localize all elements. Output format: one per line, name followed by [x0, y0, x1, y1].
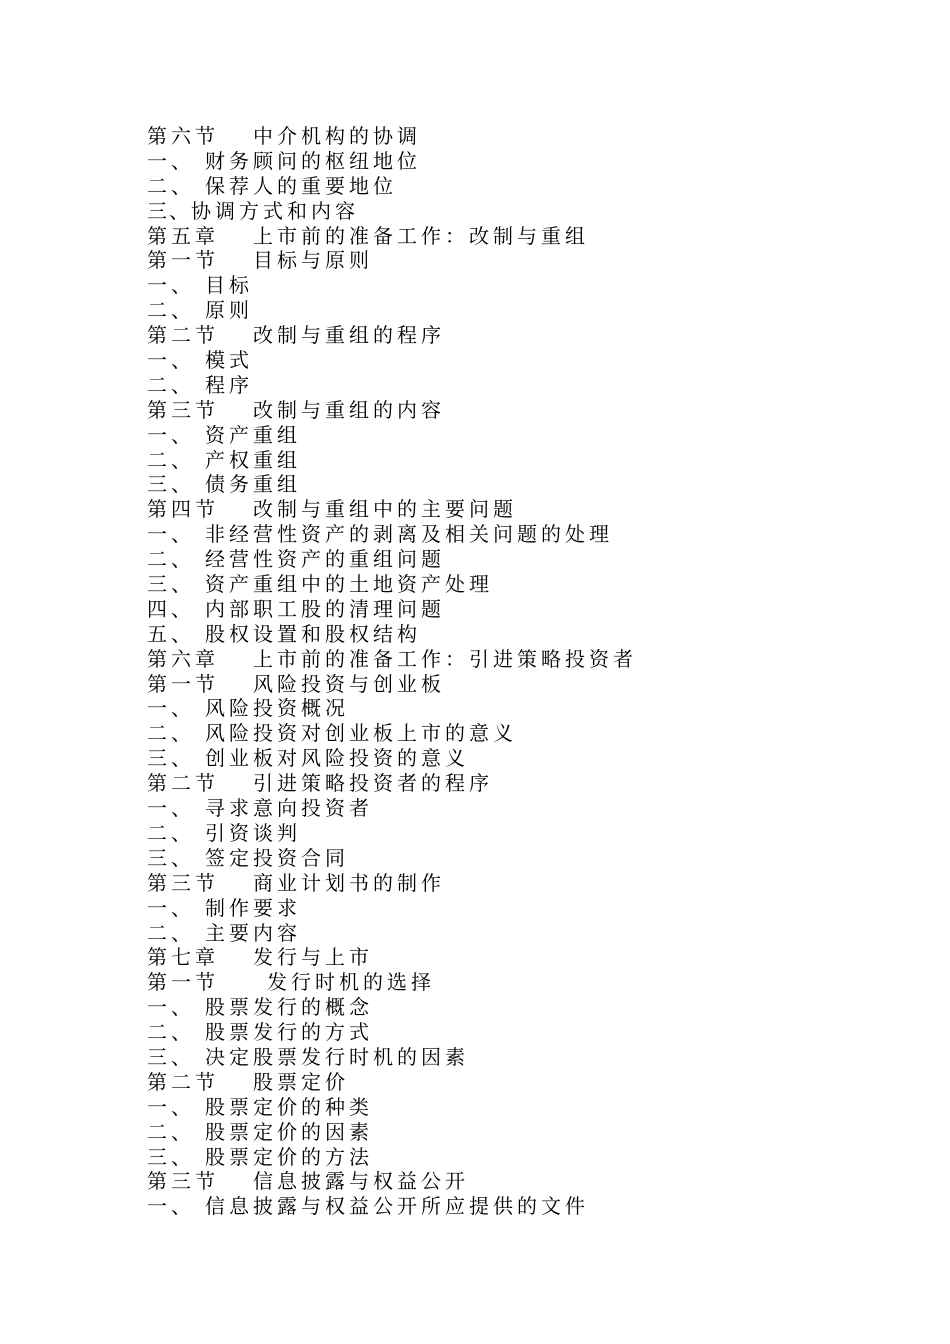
- toc-text: 经营性资产的重组问题: [205, 547, 445, 572]
- toc-number: 一、: [147, 348, 195, 373]
- toc-text: 引进策略投资者的程序: [253, 771, 493, 796]
- toc-number: 第三节: [147, 397, 219, 422]
- toc-text: 中介机构的协调: [253, 124, 421, 148]
- toc-number: 三、: [147, 1044, 195, 1069]
- toc-item: [147, 721, 637, 746]
- section-heading: [147, 1070, 637, 1095]
- toc-text: 协调方式和内容: [191, 198, 359, 223]
- section-heading: [147, 124, 637, 149]
- toc-text: 程序: [205, 372, 253, 397]
- toc-number: 一、: [147, 522, 195, 547]
- section-heading: [147, 871, 637, 896]
- toc-item: [147, 348, 637, 373]
- section-heading: [147, 1169, 637, 1194]
- toc-text: 股票定价的方法: [205, 1144, 373, 1169]
- toc-number: 三、: [147, 1144, 195, 1169]
- chapter-heading: [147, 647, 637, 672]
- toc-number: 第三节: [147, 870, 219, 895]
- toc-number: 三、: [147, 845, 195, 870]
- toc-text: 商业计划书的制作: [253, 870, 445, 895]
- toc-text: 产权重组: [205, 447, 301, 472]
- toc-text: 目标: [205, 273, 253, 298]
- toc-number: 第二节: [147, 323, 219, 348]
- toc-number: 第一节: [147, 671, 219, 696]
- toc-number: 第二节: [147, 1069, 219, 1094]
- toc-item: [147, 298, 637, 323]
- toc-number: 三、: [147, 472, 195, 497]
- toc-item: [147, 174, 637, 199]
- toc-number: 第三节: [147, 1169, 219, 1194]
- toc-number: 二、: [147, 721, 195, 746]
- toc-item: [147, 821, 637, 846]
- toc-number: 三、: [147, 746, 195, 771]
- toc-text: 改制与重组的程序: [253, 323, 445, 348]
- toc-number: 二、: [147, 547, 195, 572]
- toc-item: [147, 522, 637, 547]
- toc-item: [147, 373, 637, 398]
- toc-text: 引资谈判: [205, 820, 301, 845]
- toc-item: [147, 597, 637, 622]
- toc-number: 二、: [147, 920, 195, 945]
- toc-item: [147, 472, 637, 497]
- toc-text: 寻求意向投资者: [205, 796, 373, 821]
- toc-text: 发行与上市: [253, 945, 373, 970]
- toc-number: 四、: [147, 596, 195, 621]
- toc-number: 一、: [147, 995, 195, 1020]
- toc-text: 股票定价: [253, 1069, 349, 1094]
- toc-number: 第七章: [147, 945, 219, 970]
- toc-item: [147, 199, 637, 224]
- toc-text: 原则: [205, 298, 253, 323]
- toc-number: 第一节: [147, 248, 219, 273]
- toc-text: 发行时机的选择: [267, 970, 435, 995]
- toc-item: [147, 921, 637, 946]
- toc-number: 三、: [147, 198, 191, 223]
- toc-number: 二、: [147, 447, 195, 472]
- toc-number: 第六节: [147, 124, 219, 148]
- toc-number: 二、: [147, 1119, 195, 1144]
- toc-item: [147, 896, 637, 921]
- toc-item: [147, 273, 637, 298]
- chapter-heading: [147, 224, 637, 249]
- toc-text: 风险投资与创业板: [253, 671, 445, 696]
- toc-text: 改制与重组中的主要问题: [253, 497, 517, 522]
- toc-number: 第五章: [147, 223, 219, 248]
- section-heading: [147, 970, 637, 995]
- toc-number: 一、: [147, 696, 195, 721]
- toc-item: [147, 1145, 637, 1170]
- toc-item: [147, 547, 637, 572]
- toc-item: [147, 1194, 637, 1219]
- toc-text: 内部职工股的清理问题: [205, 596, 445, 621]
- chapter-heading: [147, 945, 637, 970]
- toc-item: [147, 1120, 637, 1145]
- toc-text: 签定投资合同: [205, 845, 349, 870]
- toc-item: [147, 995, 637, 1020]
- toc-text: 制作要求: [205, 895, 301, 920]
- toc-text: 目标与原则: [253, 248, 373, 273]
- toc-number: 三、: [147, 572, 195, 597]
- toc-number: 一、: [147, 796, 195, 821]
- toc-number: 第一节: [147, 970, 219, 995]
- toc-text: 信息披露与权益公开: [253, 1169, 469, 1194]
- toc-number: 一、: [147, 148, 195, 173]
- toc-item: [147, 846, 637, 871]
- toc-text: 财务顾问的枢纽地位: [205, 148, 421, 173]
- toc-text: 创业板对风险投资的意义: [205, 746, 469, 771]
- toc-number: 一、: [147, 422, 195, 447]
- toc-text: 保荐人的重要地位: [205, 173, 397, 198]
- toc-text: 风险投资对创业板上市的意义: [205, 721, 517, 746]
- toc-number: 一、: [147, 895, 195, 920]
- toc-number: 二、: [147, 1020, 195, 1045]
- toc-text: 股票定价的种类: [205, 1094, 373, 1119]
- toc-text: 决定股票发行时机的因素: [205, 1044, 469, 1069]
- table-of-contents: [147, 124, 637, 1219]
- toc-item: [147, 149, 637, 174]
- toc-text: 风险投资概况: [205, 696, 349, 721]
- toc-item: [147, 1045, 637, 1070]
- toc-number: 第四节: [147, 497, 219, 522]
- toc-item: [147, 696, 637, 721]
- toc-number: 一、: [147, 273, 195, 298]
- toc-item: [147, 423, 637, 448]
- toc-text: 股权设置和股权结构: [205, 621, 421, 646]
- toc-number: 一、: [147, 1094, 195, 1119]
- section-heading: [147, 497, 637, 522]
- section-heading: [147, 672, 637, 697]
- toc-text: 资产重组: [205, 422, 301, 447]
- toc-text: 主要内容: [205, 920, 301, 945]
- toc-text: 模式: [205, 348, 253, 373]
- toc-number: 二、: [147, 372, 195, 397]
- toc-number: 二、: [147, 298, 195, 323]
- toc-item: [147, 746, 637, 771]
- toc-text: 股票发行的方式: [205, 1020, 373, 1045]
- toc-text: 股票发行的概念: [205, 995, 373, 1020]
- toc-number: 二、: [147, 820, 195, 845]
- section-heading: [147, 771, 637, 796]
- toc-item: [147, 796, 637, 821]
- toc-number: 一、: [147, 1194, 195, 1219]
- section-heading: [147, 398, 637, 423]
- toc-text: 上市前的准备工作：引进策略投资者: [253, 646, 637, 671]
- toc-number: 第六章: [147, 646, 219, 671]
- toc-text: 改制与重组的内容: [253, 397, 445, 422]
- toc-text: 信息披露与权益公开所应提供的文件: [205, 1194, 589, 1219]
- toc-item: [147, 622, 637, 647]
- toc-number: 第二节: [147, 771, 219, 796]
- toc-item: [147, 448, 637, 473]
- toc-text: 资产重组中的土地资产处理: [205, 572, 493, 597]
- toc-text: 股票定价的因素: [205, 1119, 373, 1144]
- toc-item: [147, 1095, 637, 1120]
- toc-number: 五、: [147, 621, 195, 646]
- toc-text: 非经营性资产的剥离及相关问题的处理: [205, 522, 613, 547]
- toc-text: 上市前的准备工作：改制与重组: [253, 223, 589, 248]
- toc-text: 债务重组: [205, 472, 301, 497]
- toc-number: 二、: [147, 173, 195, 198]
- toc-item: [147, 572, 637, 597]
- section-heading: [147, 248, 637, 273]
- toc-item: [147, 1020, 637, 1045]
- section-heading: [147, 323, 637, 348]
